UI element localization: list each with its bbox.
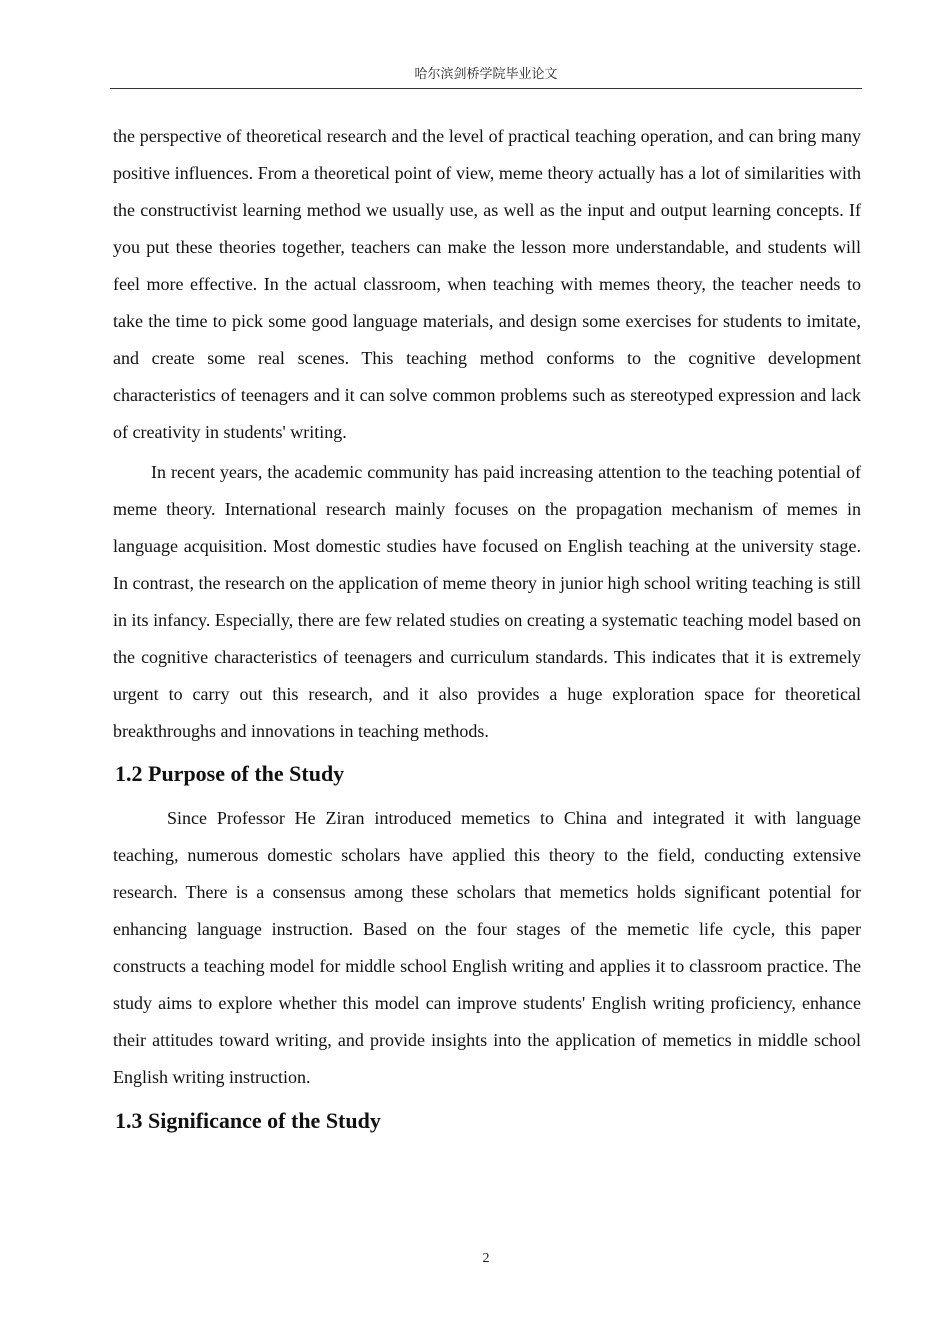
running-header: 哈尔滨剑桥学院毕业论文	[414, 67, 558, 82]
body-paragraph: In recent years, the academic community has paid increasing attention to the teaching potential of meme theory. International research mainly focuses on the propagation mechanism of memes in language acquisition. Most domestic studies have focused on English teaching at the university stage. In contrast, the research on the application of meme theory in junior high school writing teaching is still in its infancy. Especially, there are few related studies on creating a systematic teaching model based on the cognitive characteristics of teenagers and curriculum standards. This indicates that it is extremely urgent to carry out this research, and it also provides a huge exploration space for theoretical breakthroughs and innovations in teaching methods.	[113, 462, 861, 741]
section-heading: 1.3 Significance of the Study	[115, 1108, 381, 1133]
section-heading: 1.2 Purpose of the Study	[115, 761, 345, 786]
page-number: 2	[482, 1251, 490, 1266]
header-rule	[110, 88, 862, 89]
body-paragraph: Since Professor He Ziran introduced memetics to China and integrated it with language teaching, numerous domestic scholars have applied this theory to the field, conducting extensive research. There is a consensus among these scholars that memetics holds significant potential for enhancing language instruction. Based on the four stages of the memetic life cycle, this paper constructs a teaching model for middle school English writing and applies it to classroom practice. The study aims to explore whether this model can improve students' English writing proficiency, enhance their attitudes toward writing, and provide insights into the application of memetics in middle school English writing instruction.	[113, 808, 861, 1087]
body-paragraph: the perspective of theoretical research and the level of practical teaching operation, and can bring many positive influences. From a theoretical point of view, meme theory actually has a lot of similarities with the constructivist learning method we usually use, as well as the input and output learning concepts. If you put these theories together, teachers can make the lesson more understandable, and students will feel more effective. In the actual classroom, when teaching with memes theory, the teacher needs to take the time to pick some good language materials, and design some exercises for students to imitate, and create some real scenes. This teaching method conforms to the cognitive development characteristics of teenagers and it can solve common problems such as stereotyped expression and lack of creativity in students' writing.	[113, 126, 861, 442]
document-body	[113, 118, 861, 1135]
